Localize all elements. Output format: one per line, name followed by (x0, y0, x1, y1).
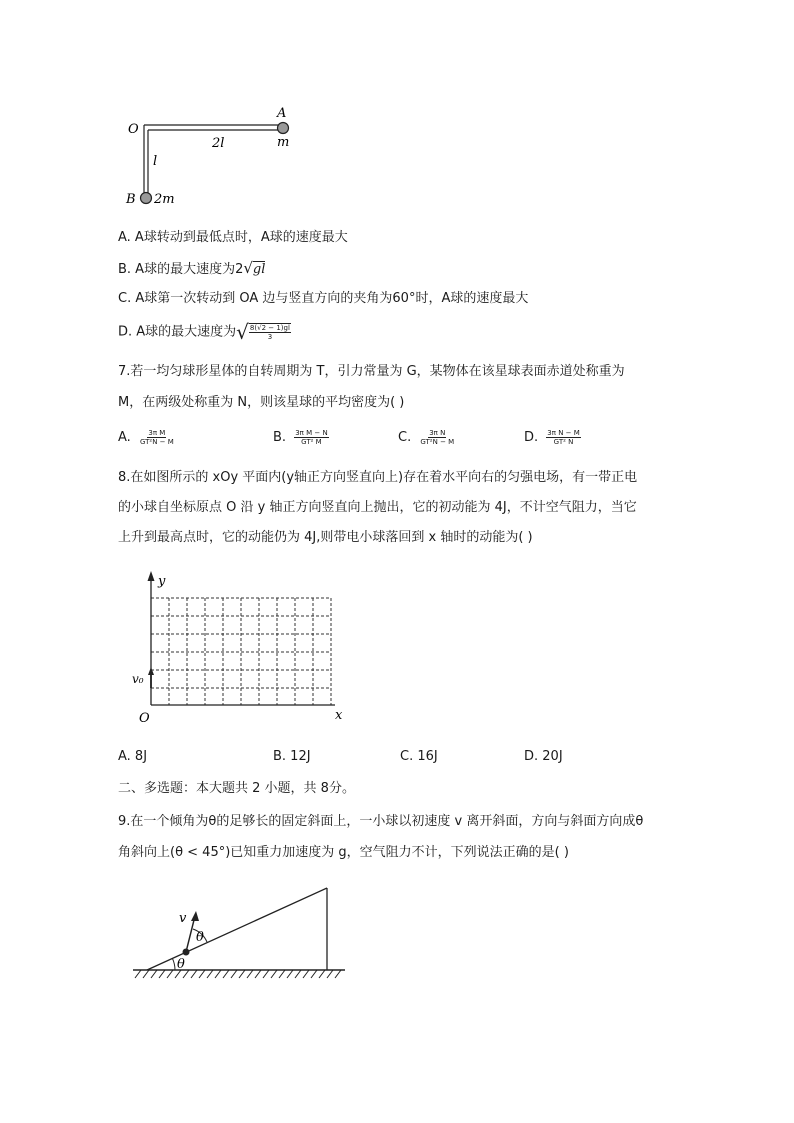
sqrt-sign: √ (236, 320, 249, 344)
q6-option-b-text: B. A球的最大速度为 (118, 262, 236, 277)
q8-line2: 的小球自坐标原点 O 沿 y 轴正方向竖直向上抛出，它的初动能为 4J，不计空气阻力，当它 (118, 500, 637, 515)
label-2m: 2m (154, 192, 175, 207)
q8-option-b: B. 12J (273, 749, 311, 764)
sqrt-sign: √ (243, 259, 253, 277)
velocity-label: v (179, 911, 187, 926)
frac-den: GT² N (553, 438, 574, 446)
launch-angle-label: θ (196, 930, 204, 945)
label-o: O (128, 122, 139, 137)
frac-num: 3π N − M (547, 429, 580, 437)
axis-label-x: x (335, 708, 343, 723)
option-letter: D. (524, 430, 539, 445)
q6-option-a: A. A球转动到最低点时，A球的速度最大 (118, 230, 348, 245)
ball-a (278, 123, 289, 134)
section-heading: 二、多选题：本大题共 2 小题，共 8分。 (118, 781, 355, 796)
q7-option-d (524, 428, 581, 448)
label-2l: 2l (212, 136, 225, 151)
label-a: A (277, 106, 287, 121)
q6-option-b (118, 258, 265, 280)
velocity-arrow-head-icon (191, 911, 199, 921)
ball-b (141, 193, 152, 204)
incline-figure (125, 880, 355, 990)
v0-label: v₀ (132, 672, 144, 686)
q7-option-a (118, 428, 175, 448)
q8-line3: 上升到最高点时，它的动能仍为 4J,则带电小球落回到 x 轴时的动能为( ) (118, 530, 533, 545)
q9-line1: 9.在一个倾角为θ的足够长的固定斜面上，一小球以初速度 v 离开斜面，方向与斜面方向成θ (118, 814, 644, 829)
q7-line2: M，在两级处称重为 N，则该星球的平均密度为( ) (118, 395, 405, 410)
label-m: m (277, 135, 290, 150)
y-axis-arrow-icon (148, 571, 155, 581)
frac-den: GT²N − M (139, 438, 174, 446)
q6-option-b-coef: 2 (235, 262, 244, 277)
frac-den: 3 (267, 333, 273, 341)
q6-option-d-frac (249, 323, 291, 341)
option-frac (294, 429, 328, 446)
label-b: B (126, 192, 136, 207)
q7-option-c (398, 428, 455, 448)
axis-label-y: y (158, 574, 166, 589)
option-frac (139, 429, 175, 446)
q8-option-d: D. 20J (524, 749, 563, 764)
option-frac (546, 429, 580, 446)
frac-num: 3π M (148, 429, 166, 437)
option-letter: B. (273, 430, 287, 445)
base-angle-arc (173, 959, 176, 970)
origin-label: O (139, 711, 150, 726)
label-l: l (153, 154, 158, 169)
q9-line2: 角斜向上(θ < 45°)已知重力加速度为 g，空气阻力不计，下列说法正确的是( ) (118, 845, 569, 860)
q8-option-c: C. 16J (400, 749, 438, 764)
option-frac (419, 429, 455, 446)
field-grid-figure (130, 568, 360, 728)
velocity-arrow (186, 916, 195, 952)
option-letter: C. (398, 430, 412, 445)
q7-option-b (273, 428, 329, 448)
incline-slope (147, 888, 327, 970)
frac-den: GT² M (301, 438, 322, 446)
rod-figure (120, 105, 300, 210)
base-angle-label: θ (177, 957, 185, 972)
frac-num: 3π N (429, 429, 446, 437)
q6-option-c: C. A球第一次转动到 OA 边与竖直方向的夹角为60°时，A球的速度最大 (118, 291, 529, 306)
frac-den: GT²N − M (420, 438, 455, 446)
q8-option-a: A. 8J (118, 749, 148, 764)
q6-option-b-radicand: gl (252, 262, 266, 277)
v0-arrow-head-icon (148, 667, 154, 675)
q6-option-d-text: D. A球的最大速度为 (118, 324, 237, 340)
q7-line1: 7.若一均匀球形星体的自转周期为 T，引力常量为 G，某物体在该星球表面赤道处称重为 (118, 364, 625, 379)
frac-num: 3π M − N (295, 429, 328, 437)
q6-option-d (118, 322, 291, 343)
q8-line1: 8.在如图所示的 xOy 平面内(y轴正方向竖直向上)存在着水平向右的匀强电场，有一带正电 (118, 470, 638, 485)
option-letter: A. (118, 430, 131, 445)
frac-num: 8(√2 − 1)gl (249, 324, 290, 332)
